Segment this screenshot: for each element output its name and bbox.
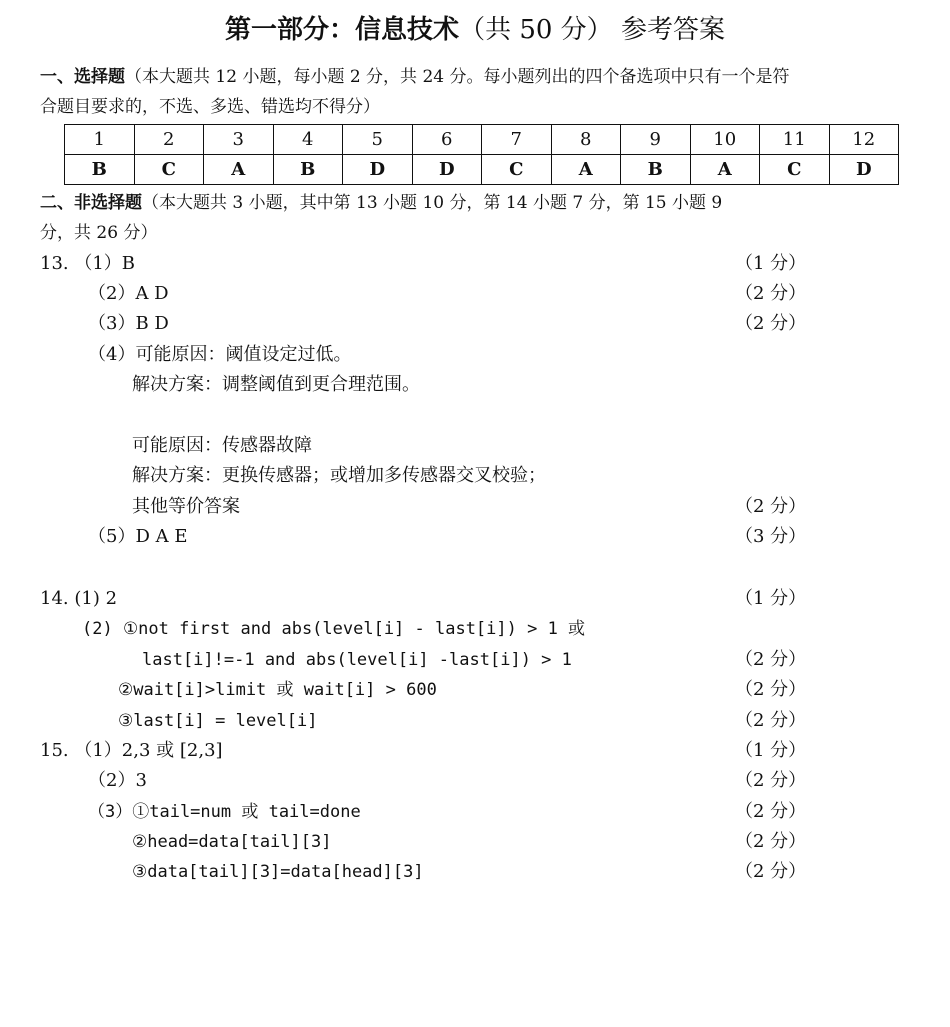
section1-heading	[40, 62, 930, 92]
q13-part2-score: （2 分）	[735, 283, 807, 304]
answer-cell: D	[343, 155, 413, 185]
answer-cell: D	[829, 155, 899, 185]
question-number-cell: 8	[551, 125, 621, 155]
answer-cell: B	[621, 155, 691, 185]
q13-part3: （3）B D	[88, 313, 169, 334]
question-number-cell: 1	[65, 125, 135, 155]
q15-part3-blank2: ②head=data[tail][3]	[132, 832, 332, 852]
q15-part1-score: （1 分）	[735, 740, 807, 761]
section2-desc-line2: 分，共 26 分）	[40, 223, 158, 243]
section1-desc-line1: （本大题共 12 小题，每小题 2 分，共 24 分。每小题列出的四个备选项中只有一个是符	[125, 67, 790, 87]
q15-part2: （2）3	[88, 770, 147, 791]
question-number-cell: 2	[134, 125, 204, 155]
question-number-cell: 3	[204, 125, 274, 155]
q15-part3-blank3-score: （2 分）	[735, 861, 807, 882]
question-number-cell: 11	[760, 125, 830, 155]
q14-part2-line2: last[i]!=-1 and abs(level[i] -last[i]) > 1	[142, 650, 572, 670]
q13-part5: （5）D A E	[88, 526, 188, 547]
section1-label: 一、选择题	[40, 67, 125, 87]
question-number-cell: 5	[343, 125, 413, 155]
q13-part3-score: （2 分）	[735, 313, 807, 334]
section2-label: 二、非选择题	[40, 193, 142, 213]
answer-cell: C	[482, 155, 552, 185]
answer-cell: B	[65, 155, 135, 185]
answer-cell: A	[551, 155, 621, 185]
answer-table	[64, 124, 899, 185]
answer-cell: D	[412, 155, 482, 185]
section2-desc-line1: （本大题共 3 小题，其中第 13 小题 10 分，第 14 小题 7 分，第 15 小题 9	[142, 193, 723, 213]
answer-cell: C	[760, 155, 830, 185]
q13-part4-solution1: 解决方案：调整阈值到更合理范围。	[132, 374, 420, 395]
answer-table-number-row	[65, 125, 899, 155]
answer-cell: C	[134, 155, 204, 185]
q13-part4-cause2: 可能原因：传感器故障	[132, 435, 312, 456]
q13-part1: 13. （1）B	[40, 253, 136, 274]
q15-part3-blank1-score: （2 分）	[735, 801, 807, 822]
q14-part1-score: （1 分）	[735, 588, 807, 609]
q14-part2-line1: (2) ①not first and abs(level[i] - last[i]) > 1 或	[82, 619, 586, 639]
question-number-cell: 7	[482, 125, 552, 155]
answer-cell: A	[690, 155, 760, 185]
question-number-cell: 12	[829, 125, 899, 155]
q14-part2-line2-score: （2 分）	[735, 649, 807, 670]
question-number-cell: 10	[690, 125, 760, 155]
q13-part4-score: （2 分）	[735, 496, 807, 517]
q14-part2-blank3: ③last[i] = level[i]	[118, 711, 318, 731]
q15-part2-score: （2 分）	[735, 770, 807, 791]
q15-part3-blank1: （3）①tail=num 或 tail=done	[88, 802, 361, 822]
question-number-cell: 4	[273, 125, 343, 155]
page-title	[0, 12, 950, 48]
title-main: 第一部分：信息技术	[225, 15, 460, 45]
section2-heading	[40, 188, 930, 218]
question-number-cell: 6	[412, 125, 482, 155]
answer-cell: A	[204, 155, 274, 185]
title-rest: （共 50 分） 参考答案	[459, 15, 725, 45]
q14-part2-blank2: ②wait[i]>limit 或 wait[i] > 600	[118, 680, 437, 700]
q13-part4-cause1: （4）可能原因：阈值设定过低。	[88, 344, 352, 365]
q14-part2-blank2-score: （2 分）	[735, 679, 807, 700]
q13-part4-other: 其他等价答案	[132, 496, 240, 517]
q14-part1: 14. (1) 2	[40, 588, 118, 609]
q13-part2: （2）A D	[88, 283, 169, 304]
q15-part1: 15. （1）2,3 或 [2,3]	[40, 740, 223, 761]
answer-table-answer-row	[65, 155, 899, 185]
q13-part4-solution2: 解决方案：更换传感器；或增加多传感器交叉校验；	[132, 465, 546, 486]
answer-cell: B	[273, 155, 343, 185]
section1-desc-line2: 合题目要求的，不选、多选、错选均不得分）	[40, 97, 380, 117]
q15-part3-blank3: ③data[tail][3]=data[head][3]	[132, 862, 424, 882]
q14-part2-blank3-score: （2 分）	[735, 710, 807, 731]
q15-part3-blank2-score: （2 分）	[735, 831, 807, 852]
question-number-cell: 9	[621, 125, 691, 155]
q13-part5-score: （3 分）	[735, 526, 807, 547]
q13-part1-score: （1 分）	[735, 253, 807, 274]
